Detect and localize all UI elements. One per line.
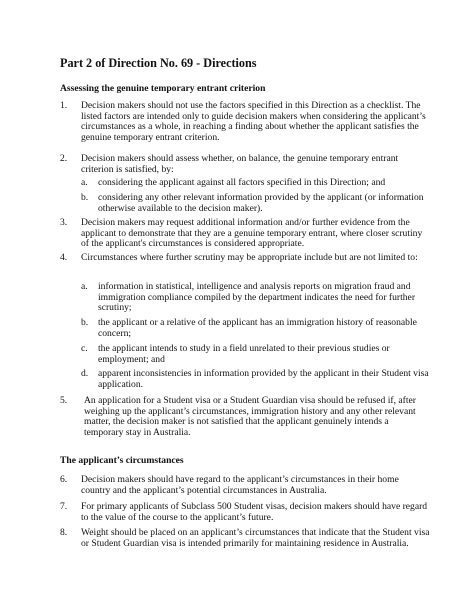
paragraph-text: Decision makers should not use the factors specified in this Direction as a checklist. The listed factors are intended only to guide decision makers when considering the applicant’s circumstances as a whole, in reaching a finding about whether the applicant satisfies the genuine temporary entrant criterion. <box>81 100 426 143</box>
paragraph-text: Circumstances where further scrutiny may be appropriate include but are not limited to: <box>81 252 418 263</box>
subparagraph-2a <box>81 178 430 189</box>
paragraph-number: 4. <box>60 252 68 263</box>
subparagraph-letter: c. <box>81 343 88 354</box>
subparagraph-letter: b. <box>81 317 89 328</box>
subparagraph-text: apparent inconsistencies in information provided by the applicant in their Student visa application. <box>98 368 429 390</box>
paragraph-number: 1. <box>60 100 68 111</box>
paragraph-text: Decision makers should assess whether, on balance, the genuine temporary entrant criterion is satisfied, by: <box>81 153 399 175</box>
paragraph-text: For primary applicants of Subclass 500 Student visas, decision makers should have regard to the value of the course to the applicant’s future. <box>81 501 428 523</box>
paragraph-1 <box>60 101 430 143</box>
paragraph-number: 7. <box>60 501 68 512</box>
paragraph-number: 2. <box>60 153 68 164</box>
section-heading-gte: Assessing the genuine temporary entrant criterion <box>60 83 266 94</box>
subparagraph-4a <box>81 282 430 314</box>
paragraph-8 <box>60 528 430 549</box>
paragraph-4 <box>60 253 430 264</box>
section-heading-circumstances: The applicant’s circumstances <box>60 455 184 466</box>
paragraph-number: 6. <box>60 474 68 485</box>
subparagraph-text: the applicant or a relative of the applicant has an immigration history of reasonable concern; <box>98 317 417 339</box>
paragraph-number: 3. <box>60 217 68 228</box>
paragraph-6 <box>60 475 430 496</box>
subparagraph-4b <box>81 318 430 339</box>
subparagraph-text: the applicant intends to study in a field unrelated to their previous studies or employment; and <box>98 343 390 365</box>
page-title: Part 2 of Direction No. 69 - Directions <box>60 56 257 70</box>
subparagraph-2b <box>81 193 430 214</box>
paragraph-text: An application for a Student visa or a Student Guardian visa should be refused if, after weighing up the applicant’s circumstances, immigration history and any other relevant matter, the decision maker is not satisfied that the applicant genuinely intends a temporary stay in Australia. <box>84 395 416 438</box>
paragraph-text: Weight should be placed on an applicant’s circumstances that indicate that the Student visa or Student Guardian visa is intended primarily for maintaining residence in Australia. <box>81 527 430 549</box>
subparagraph-4c <box>81 344 430 365</box>
paragraph-text: Decision makers should have regard to the applicant’s circumstances in their home country and the applicant’s potential circumstances in Australia. <box>81 474 399 496</box>
subparagraph-4d <box>81 369 430 390</box>
subparagraph-text: information in statistical, intelligence and analysis reports on migration fraud and immigration compliance compiled by the department indicates the need for further scrutiny; <box>98 281 416 314</box>
subparagraph-letter: d. <box>81 368 89 379</box>
paragraph-3 <box>60 218 430 250</box>
subparagraph-letter: a. <box>81 177 88 188</box>
paragraph-number: 5. <box>60 395 68 406</box>
paragraph-5 <box>60 396 430 438</box>
paragraph-number: 8. <box>60 527 68 538</box>
subparagraph-letter: a. <box>81 281 88 292</box>
subparagraph-text: considering the applicant against all factors specified in this Direction; and <box>98 177 386 188</box>
subparagraph-letter: b. <box>81 192 89 203</box>
paragraph-text: Decision makers may request additional information and/or further evidence from the applicant to demonstrate that they are a genuine temporary entrant, where closer scrutiny of the applicant's circumstances is considered appropriate. <box>81 217 423 250</box>
paragraph-7 <box>60 502 430 523</box>
subparagraph-text: considering any other relevant information provided by the applicant (or information otherwise available to the decision maker). <box>98 192 424 214</box>
paragraph-2 <box>60 154 430 175</box>
